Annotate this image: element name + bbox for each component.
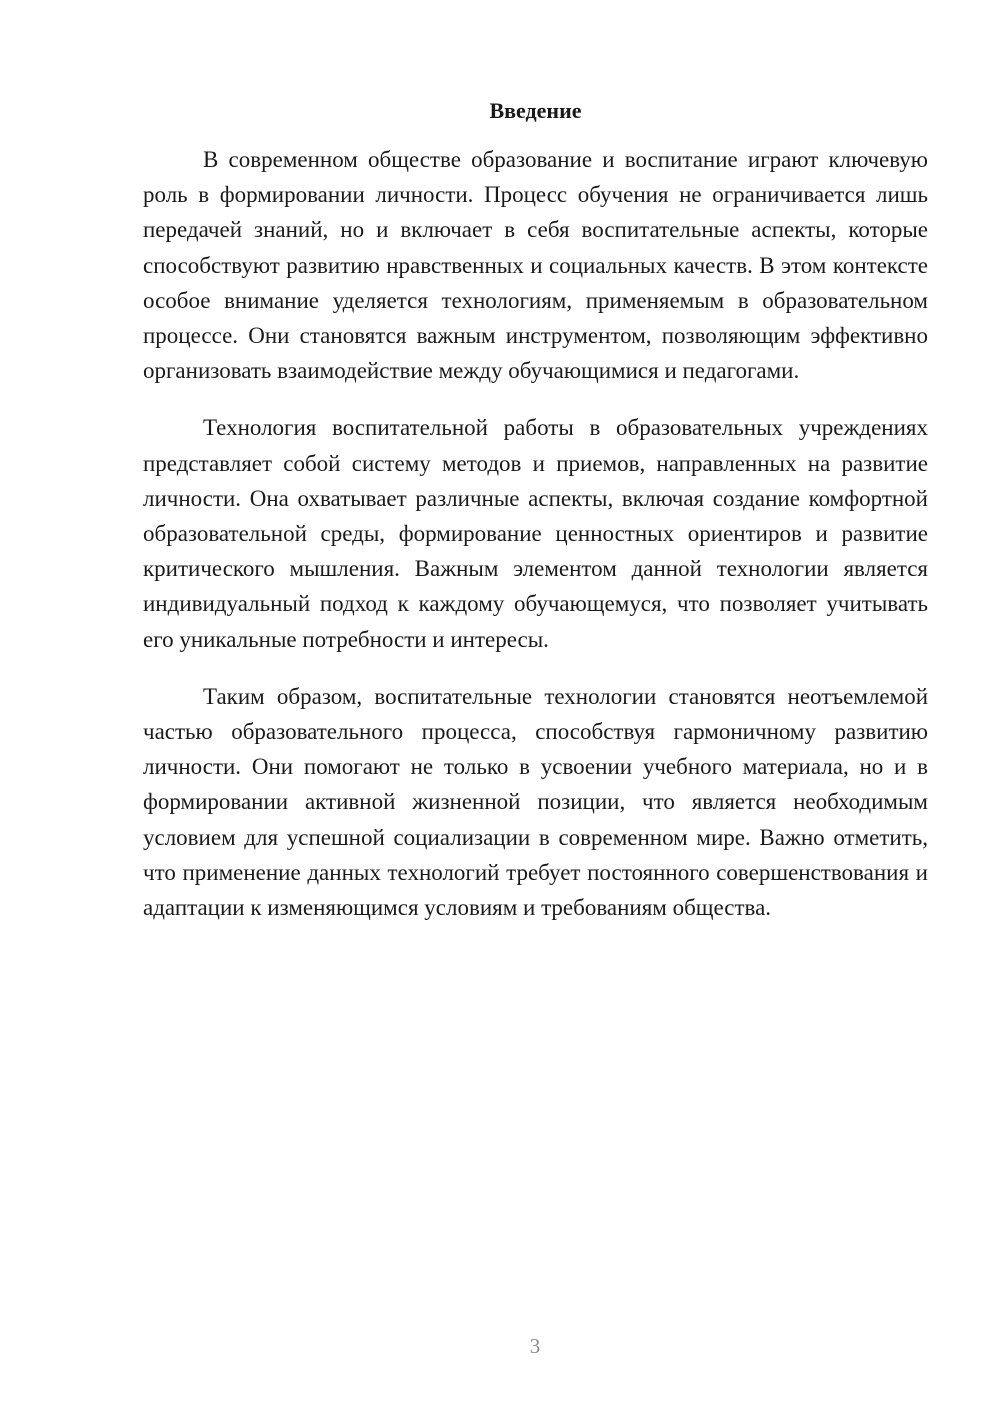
paragraph-1: В современном обществе образование и воспитание играют ключевую роль в формировании личности. Процесс обучения не ограничивается лишь передачей знаний, но и включает в себя воспитательные аспекты, которые способствуют развитию нравственных и социальных качеств. В этом контексте особое внимание уделяется технологиям, применяемым в образовательном процессе. Они становятся важным инструментом, позволяющим эффективно организовать взаимодействие между обучающимися и педагогами.: [143, 147, 928, 384]
page-number: 3: [529, 1334, 541, 1358]
page-title: Введение: [489, 98, 582, 123]
paragraph-3: Таким образом, воспитательные технологии становятся неотъемлемой частью образовательного процесса, способствуя гармоничному развитию личности. Они помогают не только в усвоении учебного материала, но и в формировании активной жизненной позиции, что является необходимым условием для успешной социализации в современном мире. Важно отметить, что применение данных технологий требует постоянного совершенствования и адаптации к изменяющимся условиям и требованиям общества.: [143, 683, 928, 921]
paragraph-2: Технология воспитательной работы в образовательных учреждениях представляет собой систему методов и приемов, направленных на развитие личности. Она охватывает различные аспекты, включая создание комфортной образовательной среды, формирование ценностных ориентиров и развитие критического мышления. Важным элементом данной технологии является индивидуальный подход к каждому обучающемуся, что позволяет учитывать его уникальные потребности и интересы.: [143, 415, 928, 652]
body-text: [143, 142, 928, 947]
